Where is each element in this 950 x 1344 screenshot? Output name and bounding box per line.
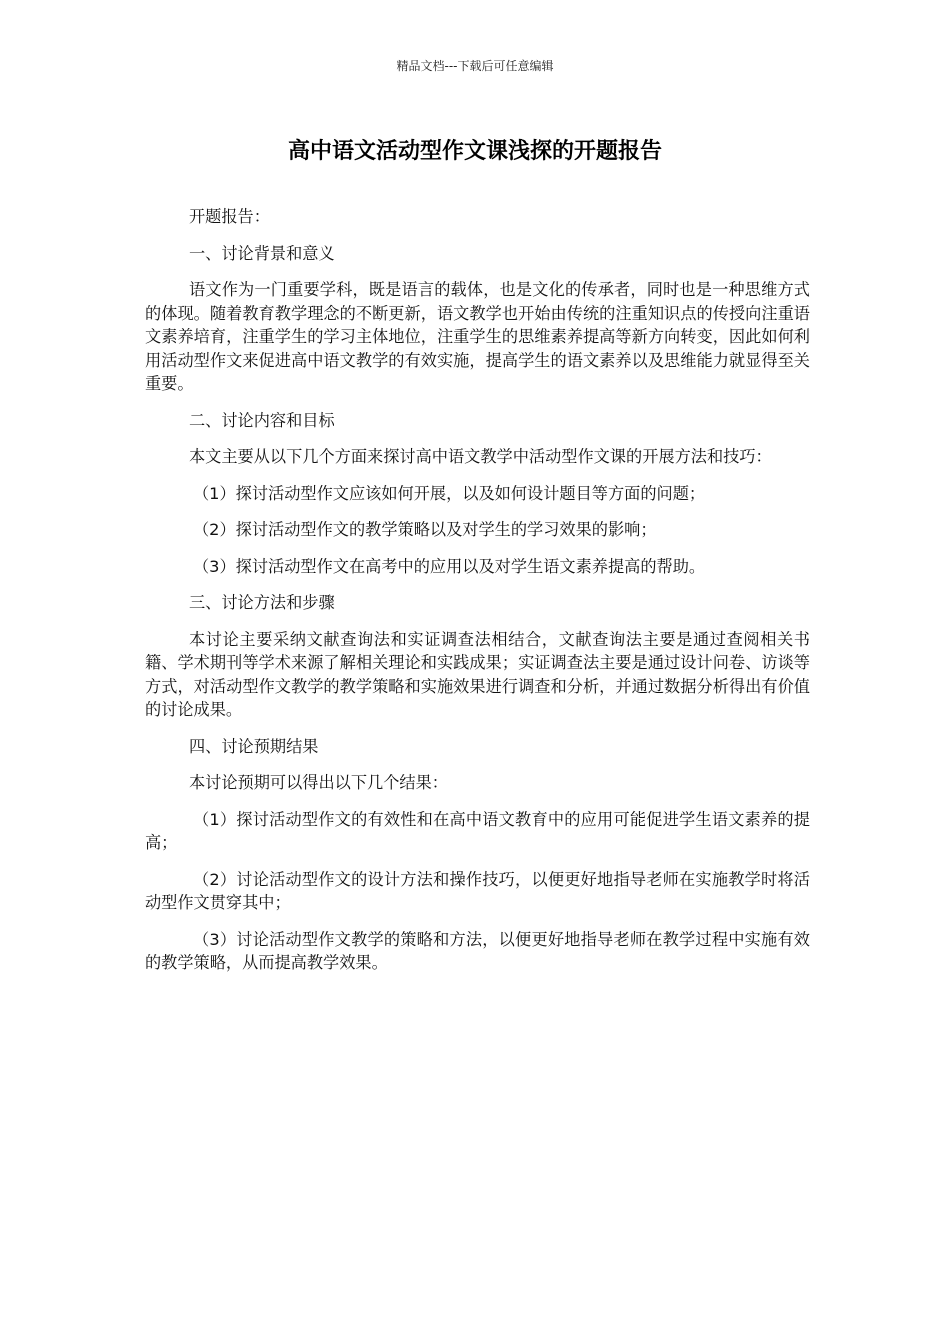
section-heading-background: 一、讨论背景和意义	[189, 243, 335, 263]
list-item-result-1: （1）探讨活动型作文的有效性和在高中语文教育中的应用可能促进学生语文素养的提高；	[145, 809, 810, 852]
list-item-result-3: （3）讨论活动型作文教学的策略和方法，以便更好地指导老师在教学过程中实施有效的教学策略，从而提高教学效果。	[145, 929, 810, 972]
paragraph-method: 本讨论主要采纳文献查询法和实证调查法相结合，文献查询法主要是通过查阅相关书籍、学术期刊等学术来源了解相关理论和实践成果；实证调查法主要是通过设计问卷、访谈等方式，对活动型作文教学的教学策略和实施效果进行调查和分析，并通过数据分析得出有价值的讨论成果。	[145, 629, 810, 719]
section-heading-results: 四、讨论预期结果	[189, 736, 319, 756]
paragraph-results-intro: 本讨论预期可以得出以下几个结果：	[189, 773, 448, 792]
section-heading-method: 三、讨论方法和步骤	[189, 593, 335, 612]
list-item-content-3: （3）探讨活动型作文在高考中的应用以及对学生语文素养提高的帮助。	[193, 556, 706, 576]
document-title: 高中语文活动型作文课浅探的开题报告	[287, 139, 662, 164]
list-item-content-2: （2）探讨活动型作文的教学策略以及对学生的学习效果的影响；	[193, 520, 657, 539]
paragraph-content-intro: 本文主要从以下几个方面来探讨高中语文教学中活动型作文课的开展方法和技巧：	[189, 447, 772, 466]
paragraph-background: 语文作为一门重要学科，既是语言的载体，也是文化的传承者，同时也是一种思维方式的体现。随着教育教学理念的不断更新，语文教学也开始由传统的注重知识点的传授向注重语文素养培育，注重学生的学习主体地位，注重学生的思维素养提高等新方向转变，因此如何利用活动型作文来促进高中语文教学的有效实施，提高学生的语文素养以及思维能力就显得至关重要。	[145, 280, 810, 393]
list-item-content-1: （1）探讨活动型作文应该如何开展，以及如何设计题目等方面的问题；	[193, 483, 706, 503]
report-label: 开题报告：	[189, 207, 270, 226]
document-body	[145, 205, 810, 988]
list-item-result-2: （2）讨论活动型作文的设计方法和操作技巧，以便更好地指导老师在实施教学时将活动型作文贯穿其中；	[145, 869, 810, 912]
page-header-note: 精品文档---下载后可任意编辑	[396, 59, 554, 73]
section-heading-content: 二、讨论内容和目标	[189, 410, 335, 430]
